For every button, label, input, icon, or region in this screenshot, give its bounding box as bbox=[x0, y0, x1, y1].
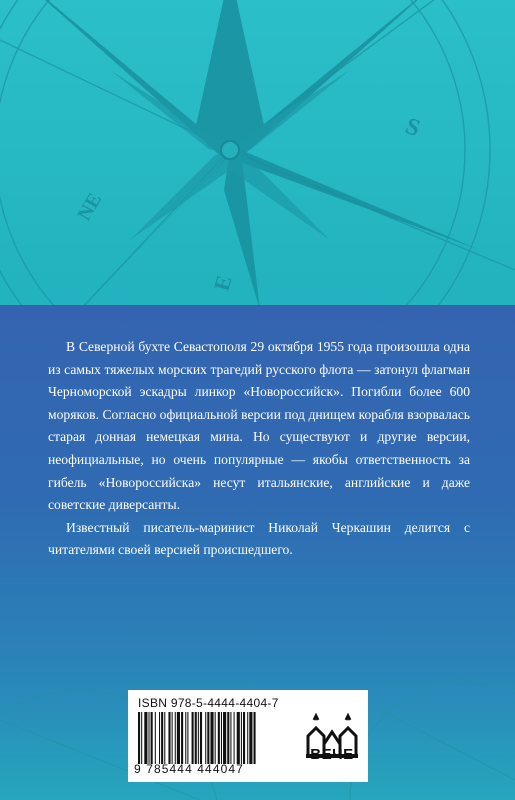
description-paragraph-1: В Северной бухте Севастополя 29 октября 1955 года произошла одна из самых тяжелых морских трагедий русского флота — затонул флагман Черноморской эскадры линкор «Новороссийск». Погибли более 600 моряков. Согласно официальной версии под днищем корабля взорвалась старая донная немецкая мина. Но существуют и другие версии, неофициальные, но очень популярные — якобы ответственность за гибель «Новороссийска» несут итальянские, английские и даже советские диверсанты. bbox=[48, 339, 470, 513]
barcode-bars bbox=[138, 712, 296, 764]
compass-rose-illustration bbox=[0, 0, 515, 310]
publisher-logo-text: ВЕЧЕ bbox=[310, 746, 354, 763]
isbn-label: ISBN 978-5-4444-4404-7 bbox=[138, 696, 279, 710]
book-description bbox=[48, 336, 470, 562]
compass-letter-ne: NE bbox=[73, 189, 107, 225]
compass-letter-s: S bbox=[401, 113, 424, 143]
barcode-panel bbox=[128, 690, 368, 782]
barcode-digits: 9 785444 444047 bbox=[134, 762, 244, 776]
compass-letter-e: E bbox=[208, 272, 237, 294]
description-paragraph-2: Известный писатель-маринист Николай Черкашин делится с читателями своей версией происшедшего. bbox=[48, 519, 470, 558]
